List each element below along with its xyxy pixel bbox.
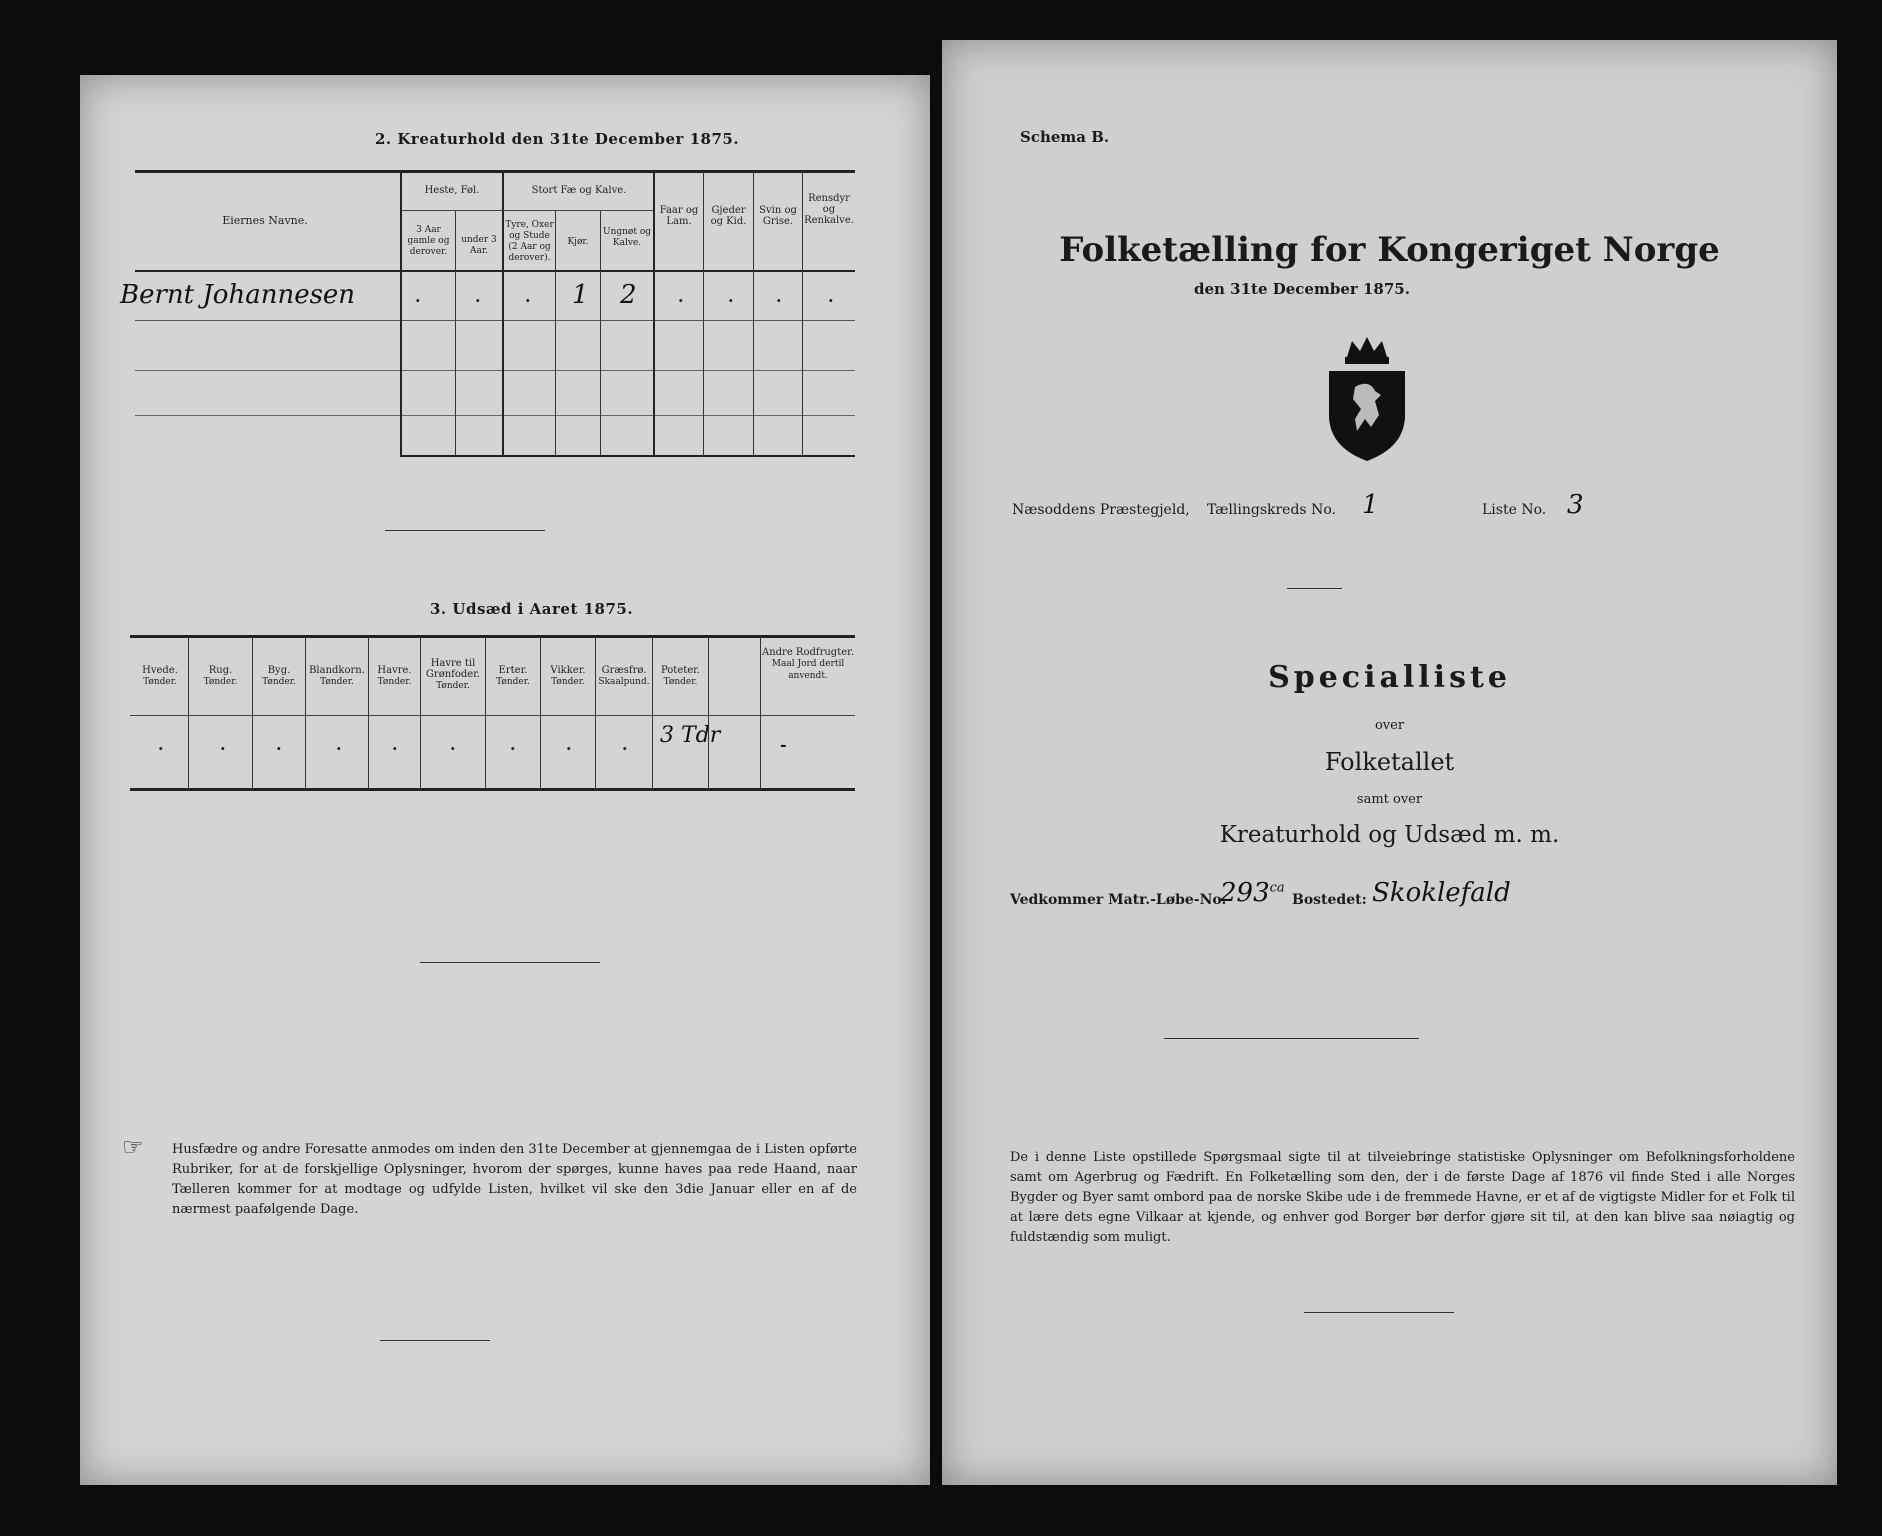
notice-text: Husfædre og andre Foresatte anmodes om inden den 31te December at gjennemgaa de i Listen opførte Rubriker, for at de forskjellige Oplysninger, hvorom der spørges, kunne haves paa rede Haand, naar Tælleren kommer for at modtage og udfylde Listen, hvilket vil ske den 3die Januar eller en af de nærmest paafølgende Dage. — [172, 1142, 857, 1217]
col-divider — [485, 637, 486, 789]
section2-title: 2. Kreaturhold den 31te December 1875. — [375, 130, 740, 148]
stort-col-header: Kjør. — [567, 237, 589, 247]
crop-value: . — [450, 735, 456, 754]
kreaturhold-text: Kreaturhold og Udsæd m. m. — [1219, 822, 1560, 848]
table3-header-rule — [130, 715, 855, 716]
value-cell: . — [475, 287, 481, 306]
table2-row-rule — [135, 370, 855, 371]
crop-name: Andre Rodfrugter. — [761, 647, 854, 658]
separator — [1287, 588, 1342, 589]
crop-name: Byg. — [267, 665, 291, 676]
over-text: over — [1374, 718, 1405, 733]
other-col-header: Svin og Grise. — [759, 205, 797, 227]
crop-header — [541, 665, 595, 688]
crop-unit: Skaalpund. — [598, 677, 650, 687]
table3-bottom-rule — [130, 788, 855, 791]
value-cell: . — [678, 287, 684, 306]
value-cell: . — [728, 287, 734, 306]
col-divider — [652, 637, 653, 789]
stort-col-header: Ungnøt og Kalve. — [602, 227, 651, 248]
table2-row-rule — [135, 415, 855, 416]
value-cell: . — [776, 287, 782, 306]
pointing-hand-icon: ☞ — [122, 1133, 144, 1161]
crop-unit: Tønder. — [496, 677, 530, 687]
crop-unit: Tønder. — [663, 677, 698, 687]
crop-value: . — [392, 735, 398, 754]
value-cell: . — [415, 287, 421, 306]
crop-header — [189, 665, 252, 688]
heste-col-header: 3 Aar gamle og derover. — [407, 225, 450, 257]
separator — [385, 530, 545, 531]
col-divider — [305, 637, 306, 789]
crop-unit: Tønder. — [143, 677, 177, 687]
specialliste-title: Specialliste — [1268, 660, 1511, 695]
heste-group-header: Heste, Føl. — [424, 185, 480, 196]
table2-row-rule — [135, 320, 855, 321]
crop-name: Rug. — [208, 665, 233, 676]
owner-name: Bernt Johannesen — [120, 280, 356, 310]
matr-suffix: ca — [1269, 880, 1285, 896]
crop-header — [253, 665, 305, 688]
group-rule — [402, 210, 654, 211]
bosted-label: Bostedet: — [1292, 892, 1367, 908]
title-date: den 31te December 1875. — [1194, 280, 1410, 298]
crop-unit: Tønder. — [320, 677, 354, 687]
crop-unit: Tønder. — [436, 681, 470, 691]
crop-value: . — [622, 735, 628, 754]
other-col-header: Faar og Lam. — [659, 205, 699, 227]
coat-of-arms-icon — [1317, 335, 1417, 465]
kreds-label: Tællingskreds No. — [1207, 502, 1336, 518]
main-title: Folketælling for Kongeriget Norge — [1059, 230, 1720, 270]
crop-header — [761, 647, 855, 682]
owner-header: Eiernes Navne. — [222, 214, 308, 227]
crop-name: Poteter. — [660, 665, 701, 676]
crop-header — [421, 658, 485, 692]
crop-name: Erter. — [498, 665, 528, 676]
schema-label: Schema B. — [1020, 128, 1110, 146]
kreds-value: 1 — [1362, 490, 1379, 520]
left-page — [80, 75, 930, 1485]
prestegjeld-label: Næsoddens Præstegjeld, — [1012, 502, 1190, 518]
col-divider — [252, 637, 253, 789]
crop-unit: Maal Jord dertil anvendt. — [771, 659, 845, 681]
crop-header — [132, 665, 188, 688]
crop-value: . — [336, 735, 342, 754]
crop-value: . — [276, 735, 282, 754]
crop-value: . — [510, 735, 516, 754]
crop-value: . — [566, 735, 572, 754]
heste-col-header: under 3 Aar. — [461, 235, 497, 256]
other-col-header: Gjeder og Kid. — [710, 205, 747, 227]
crop-name: Blandkorn. — [309, 665, 365, 676]
separator — [1304, 1312, 1454, 1313]
table2-bottom-rule — [400, 455, 855, 457]
right-page — [942, 40, 1837, 1485]
folketallet-text: Folketallet — [1324, 748, 1455, 776]
col-divider — [188, 637, 189, 789]
crop-value: . — [220, 735, 226, 754]
table2-header-rule — [135, 270, 855, 272]
crop-name: Havre til Grønfoder. — [425, 658, 481, 680]
crop-name: Hvede. — [142, 665, 178, 676]
separator — [1164, 1038, 1419, 1039]
col-divider — [368, 637, 369, 789]
crop-unit: Tønder. — [551, 677, 585, 687]
crop-value: . — [158, 735, 164, 754]
matr-number: 293 — [1220, 878, 1270, 908]
footer-text: De i denne Liste opstillede Spørgsmaal sigte til at tilveiebringe statistiske Oplysninger om Befolkningsforholdene samt om Agerbrug og Fædrift. En Folketælling som den, der i de første Dage af 1876 vil finde Sted i alle Norges Bygder og Byer samt ombord paa de norske Skibe ude i de fremmede Havne, er et af de vigtigste Midler for et Folk til at lære dets egne Vilkaar at kjende, og enhver god Borger bør derfor gjøre sit til, at den kan blive saa nøiagtig og fuldstændig som muligt. — [1010, 1150, 1795, 1245]
table2-top-rule — [135, 170, 855, 173]
col-divider — [595, 637, 596, 789]
crop-name: Havre. — [377, 665, 412, 676]
crop-value: 3 Tdr — [660, 723, 721, 748]
value-cell: 1 — [572, 280, 589, 310]
stort-col-header: Tyre, Oxer og Stude (2 Aar og derover). — [505, 220, 554, 263]
col-divider — [708, 637, 709, 789]
crop-header — [653, 665, 708, 688]
value-cell: . — [828, 287, 834, 306]
col-divider — [540, 637, 541, 789]
crop-name: Vikker. — [550, 665, 586, 676]
crop-unit: Tønder. — [377, 677, 412, 687]
crop-value: - — [780, 735, 787, 754]
value-cell: 2 — [620, 280, 637, 310]
stort-group-header: Stort Fæ og Kalve. — [531, 185, 627, 196]
col-divider — [502, 172, 504, 457]
other-col-header: Rensdyr og Renkalve. — [804, 193, 854, 226]
matr-value — [1220, 878, 1285, 908]
crop-unit: Tønder. — [262, 677, 296, 687]
samt-over-text: samt over — [1356, 792, 1423, 807]
crop-header — [369, 665, 420, 688]
crop-header — [306, 665, 368, 688]
table3-top-rule — [130, 635, 855, 638]
crop-name: Græsfrø. — [601, 665, 647, 676]
liste-value: 3 — [1567, 490, 1584, 520]
crop-unit: Tønder. — [203, 677, 238, 687]
col-divider — [400, 172, 402, 457]
bosted-value: Skoklefald — [1372, 878, 1511, 908]
section3-title: 3. Udsæd i Aaret 1875. — [430, 600, 634, 618]
separator — [380, 1340, 490, 1341]
matr-label: Vedkommer Matr.-Løbe-No. — [1010, 892, 1227, 908]
crop-header — [486, 665, 540, 688]
liste-label: Liste No. — [1482, 502, 1547, 518]
value-cell: . — [525, 287, 531, 306]
separator — [420, 962, 600, 963]
crop-header — [596, 665, 652, 688]
